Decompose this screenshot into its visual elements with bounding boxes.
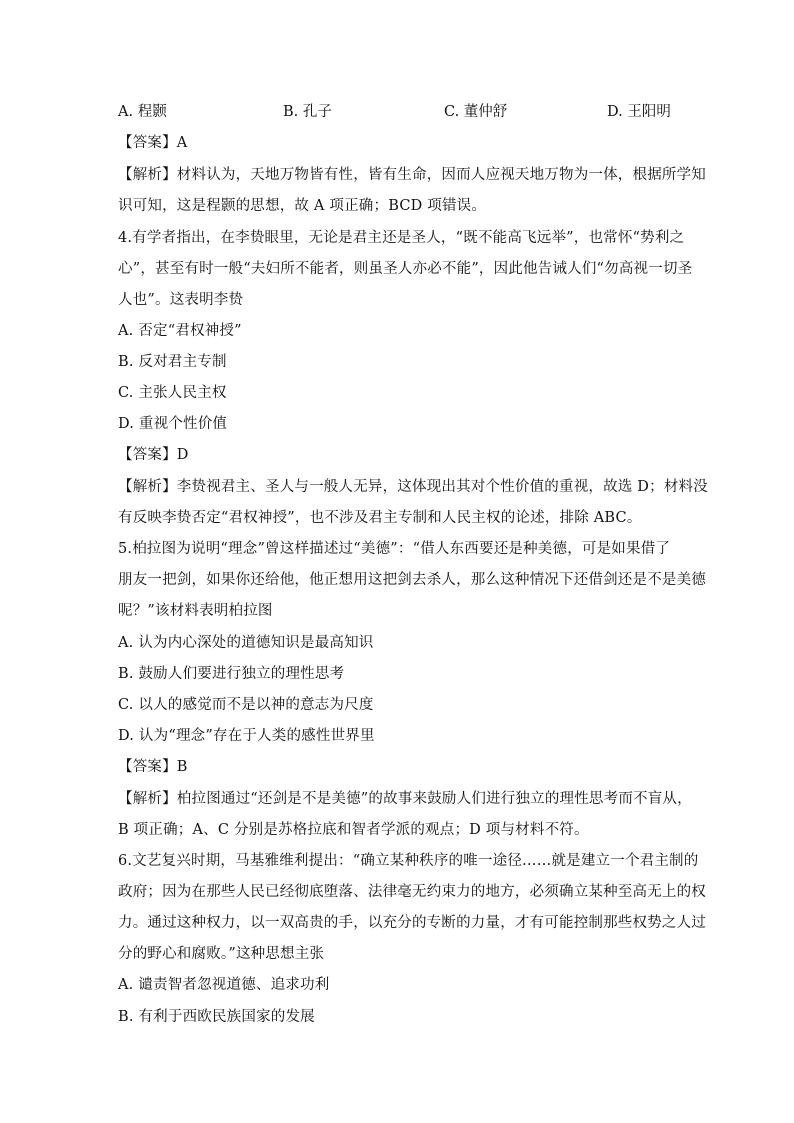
q3-option-d: D. 王阳明 (607, 104, 671, 120)
q5-analysis-line: 【解析】柏拉图通过“还剑是不是美德”的故事来鼓励人们进行独立的理性思考而不盲从， (118, 791, 692, 807)
q5-stem-line: 朋友一把剑，如果你还给他，他正想用这把剑去杀人，那么这种情况下还借剑还是不是美德 (118, 572, 706, 588)
q3-option-a: A. 程颢 (118, 104, 167, 120)
q3-analysis-line: 识可知，这是程颢的思想，故 A 项正确；BCD 项错误。 (118, 198, 487, 214)
q6-stem-line: 政府；因为在那些人民已经彻底堕落、法律毫无约束力的地方，必须确立某种至高无上的权 (118, 884, 706, 900)
q5-answer: 【答案】B (118, 759, 188, 775)
q3-analysis-line: 【解析】材料认为，天地万物皆有性，皆有生命，因而人应视天地万物为一体，根据所学知 (118, 167, 706, 183)
q4-option-b: B. 反对君主专制 (118, 354, 227, 370)
q4-analysis-line: 【解析】李贽视君主、圣人与一般人无异，这体现出其对个性价值的重视，故选 D；材料没 (118, 479, 708, 495)
q4-answer: 【答案】D (118, 447, 189, 463)
q3-option-c: C. 董仲舒 (444, 104, 508, 120)
q4-option-a: A. 否定“君权神授” (118, 323, 242, 339)
q4-option-c: C. 主张人民主权 (118, 385, 227, 401)
q5-option-d: D. 认为“理念”存在于人类的感性世界里 (118, 728, 375, 744)
q6-stem-line: 分的野心和腐败。”这种思想主张 (118, 946, 325, 962)
q4-stem-line: 心”，甚至有时一般“夫妇所不能者，则虽圣人亦必不能”，因此他告诫人们“勿高视一切圣 (118, 261, 693, 277)
q3-option-b: B. 孔子 (283, 104, 332, 120)
q5-option-b: B. 鼓励人们要进行独立的理性思考 (118, 666, 345, 682)
q4-option-d: D. 重视个性价值 (118, 416, 228, 432)
q5-stem-line: 5.柏拉图为说明“理念”曾这样描述过“美德”：“借人东西要还是种美德，可是如果借了 (118, 541, 671, 557)
q5-option-a: A. 认为内心深处的道德知识是最高知识 (118, 635, 374, 651)
q3-answer: 【答案】A (118, 135, 188, 151)
q6-stem-line: 力。通过这种权力，以一双高贵的手，以充分的专断的力量，才有可能控制那些权势之人过 (118, 915, 706, 931)
q4-analysis-line: 有反映李贽否定“君权神授”，也不涉及君主专制和人民主权的论述，排除 ABC。 (118, 510, 642, 526)
q5-analysis-line: B 项正确；A、C 分别是苏格拉底和智者学派的观点；D 项与材料不符。 (118, 822, 589, 838)
q3-options-row (118, 101, 678, 123)
q6-option-a: A. 谴责智者忽视道德、追求功利 (118, 977, 330, 993)
q6-stem-line: 6.文艺复兴时期，马基雅维利提出：“确立某种秩序的唯一途径……就是建立一个君主制的 (118, 853, 699, 869)
q5-stem-line: 呢？”该材料表明柏拉图 (118, 603, 273, 619)
q5-option-c: C. 以人的感觉而不是以神的意志为尺度 (118, 697, 374, 713)
q4-stem-line: 4.有学者指出，在李贽眼里，无论是君主还是圣人，“既不能高飞远举”，也常怀“势利之 (118, 230, 685, 246)
q6-option-b: B. 有利于西欧民族国家的发展 (118, 1009, 315, 1025)
q4-stem-line: 人也”。这表明李贽 (118, 292, 244, 308)
